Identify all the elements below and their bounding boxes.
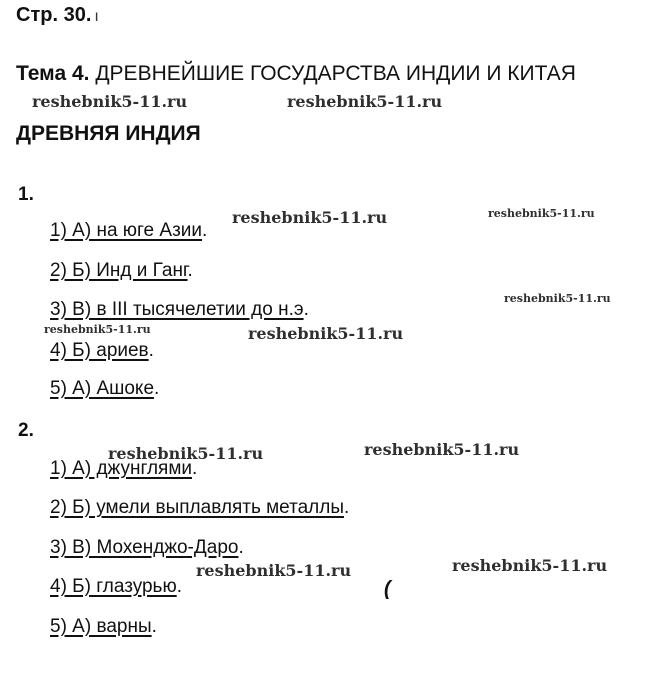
watermark: reshebnik5-11.ru <box>32 92 188 111</box>
watermark: reshebnik5-11.ru <box>364 440 520 459</box>
answer-end: . <box>151 616 157 637</box>
answer-text: 5) А) варны <box>50 616 152 637</box>
q1-answer-4 <box>50 340 154 362</box>
header-mark: ı <box>94 8 99 25</box>
watermark: reshebnik5-11.ru <box>232 208 388 227</box>
answer-text: 3) В) в III тысячелетии до н.э <box>50 299 304 320</box>
answer-end: . <box>192 458 198 479</box>
answer-text: 2) Б) Инд и Ганг <box>50 260 188 281</box>
q2-answer-4 <box>50 576 182 598</box>
answer-text: 5) А) Ашоке <box>50 378 155 399</box>
watermark: reshebnik5-11.ru <box>287 92 443 111</box>
watermark: reshebnik5-11.ru <box>504 292 611 305</box>
answer-end: . <box>176 576 182 597</box>
watermark: reshebnik5-11.ru <box>196 561 352 580</box>
answer-text: 1) А) на юге Азии <box>50 220 203 241</box>
watermark: reshebnik5-11.ru <box>488 207 595 220</box>
stray-mark: ( <box>384 578 391 600</box>
answer-text: 1) А) джунглями <box>50 458 193 479</box>
answer-end: . <box>202 220 208 241</box>
page-header <box>16 4 99 27</box>
question-2-number: 2. <box>18 420 34 441</box>
watermark: reshebnik5-11.ru <box>44 323 151 336</box>
answer-end: . <box>303 299 309 320</box>
page-label: Стр. 30. <box>16 4 92 26</box>
section-title: ДРЕВНЯЯ ИНДИЯ <box>16 122 201 145</box>
answer-text: 3) В) Мохенджо-Даро <box>50 537 239 558</box>
q2-answer-3 <box>50 537 244 559</box>
answer-end: . <box>148 340 154 361</box>
q2-answer-5 <box>50 616 157 638</box>
topic-label: Тема 4. <box>16 62 90 85</box>
answer-text: 4) Б) ариев <box>50 340 149 361</box>
topic-heading <box>16 62 576 86</box>
answer-end: . <box>154 378 160 399</box>
topic-title: ДРЕВНЕЙШИЕ ГОСУДАРСТВА ИНДИИ И КИТАЯ <box>95 62 576 85</box>
q1-answer-1 <box>50 220 207 242</box>
watermark: reshebnik5-11.ru <box>248 324 404 343</box>
answer-text: 2) Б) умели выплавлять металлы <box>50 497 344 518</box>
q1-answer-2 <box>50 260 193 282</box>
q1-answer-3 <box>50 299 309 321</box>
answer-end: . <box>187 260 193 281</box>
answer-end: . <box>344 497 350 518</box>
question-1-number: 1. <box>18 184 34 205</box>
answer-end: . <box>238 537 244 558</box>
watermark: reshebnik5-11.ru <box>452 556 608 575</box>
answer-text: 4) Б) глазурью <box>50 576 177 597</box>
watermark: reshebnik5-11.ru <box>108 444 264 463</box>
q1-answer-5 <box>50 378 159 400</box>
q2-answer-2 <box>50 497 349 519</box>
